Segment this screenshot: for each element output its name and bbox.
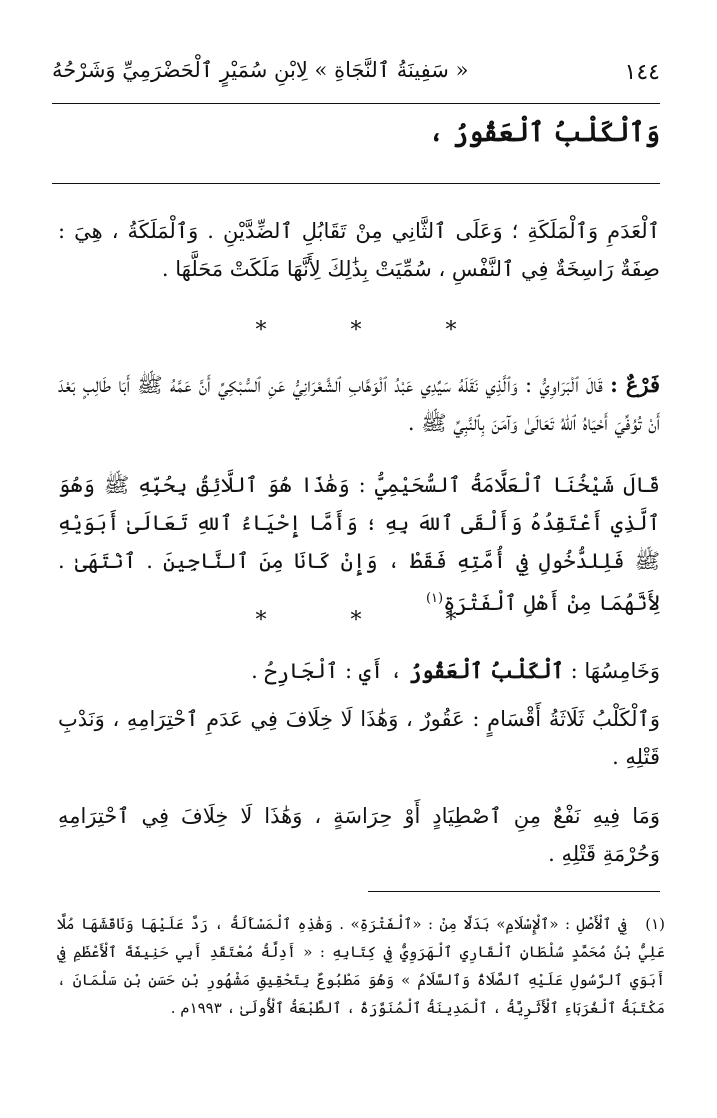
paragraph-1-text: ٱلْعَدَمِ وَٱلْمَلَكَةِ ؛ وَعَلَى ٱلثَّانِي مِنْ تَقَابُلِ ٱلضِّدَّيْنِ . وَٱلْمَلَكَةُ ، هِيَ : صِفَةٌ رَاسِخَةٌ فِي ٱلنَّفْسِ ، سُمِّيَتْ بِذَٰلِكَ لِأَنَّهَا مَلَكَتْ مَحَلَّهَا . <box>58 219 660 281</box>
paragraph-6 <box>58 797 660 873</box>
paragraph-3-text: قَالَ شَيْخُنَا ٱلْعَلَّامَةُ ٱلسُّحَيْمِيُّ : وَهَٰذَا هُوَ ٱللَّائِقُ بِحُبِّهِ ﷺ وَهُوَ ٱلَّذِي أَعْتَقِدُهُ وَأَلْقَى ٱللهَ بِهِ ؛ وَأَمَّا إِحْيَاءُ ٱللهِ تَعَالَىٰ أَبَوَيْهِ ﷺ فَلِلدُّخُولِ فِي أُمَّتِهِ فَقَطْ ، وَإِنْ كَانَا مِنَ ٱلنَّاجِينَ . ٱنْتَهَىٰ . لِأَنَّهُمَا مِنْ أَهْلِ ٱلْفَتْرَةِ <box>58 473 660 615</box>
paragraph-3 <box>58 466 660 622</box>
footnote-text: فِي ٱلْأَصْلِ : «ٱلْإِسْلَامِ» بَدَلًا مِنْ : «ٱلْفَتْرَةِ» . وَهَٰذِهِ ٱلْمَسْأَلَةُ ، رَدَّ عَلَيْهَا وَنَاقَشَهَا مُلَّا عَلِيُّ بْنُ مُحَمَّدٍ سُلْطَانٍ ٱلْقَارِي ٱلْهَرَوِيُّ فِي كِتَابِهِ : « أَدِلَّةُ مُعْتَقَدِ أَبِي حَنِيفَةَ ٱلْأَعْظَمِ فِي أَبَوَيِ ٱلرَّسُولِ عَلَيْهِ ٱلصَّلَاةُ وَٱلسَّلَامُ » وَهُوَ مَطْبُوعٌ بِتَحْقِيقِ مَشْهُورِ بْنِ حَسَنِ بْنِ سَلْمَانَ ، مَكْتَبَةُ ٱلْغُرَبَاءِ ٱلْأَثَرِيَّةُ ، ٱلْمَدِينَةُ ٱلْمُنَوَّرَةُ ، ٱلطَّبْعَةُ ٱلْأُولَىٰ ، ١٩٩٣م . <box>57 915 665 1017</box>
footnote-rule <box>368 891 660 892</box>
star: * <box>255 318 267 343</box>
chapter-heading: وَٱلْكَلْبُ ٱلْعَقُورُ ، <box>428 118 660 148</box>
paragraph-6-text: وَمَا فِيهِ نَفْعٌ مِنِ ٱصْطِيَادٍ أَوْ حِرَاسَةٍ ، وَهَٰذَا لَا خِلَافَ فِي ٱحْتِرَامِهِ وَحُرْمَةِ قَتْلِهِ . <box>58 804 660 866</box>
paragraph-5-text: وَٱلْكَلْبُ ثَلَاثَةُ أَقْسَامٍ : عَقُورٌ ، وَهَٰذَا لَا خِلَافَ فِي عَدَمِ ٱحْتِرَامِهِ ، وَنَدْبِ قَتْلِهِ . <box>58 707 660 769</box>
paragraph-1 <box>58 212 660 288</box>
star-separator-2 <box>52 608 660 633</box>
star: * <box>445 608 457 633</box>
paragraph-4 <box>58 652 660 690</box>
footnote-reference: (١) <box>425 591 444 606</box>
footnote-marker: (١) <box>645 915 665 933</box>
footnote <box>57 910 665 1022</box>
paragraph-2 <box>58 366 660 442</box>
star: * <box>350 608 362 633</box>
star: * <box>350 318 362 343</box>
paragraph-5 <box>58 700 660 776</box>
paragraph-4-text: ، أَيِ : ٱلْجَارِحُ . <box>251 659 403 683</box>
paragraph-4-lead: وَخَامِسُهَا : <box>570 659 660 683</box>
running-title: « سَفِينَةُ ٱلنَّجَاةِ » لِابْنِ سُمَيْرٍ ٱلْحَضْرَمِيِّ وَشَرْحُهُ <box>52 58 469 82</box>
header-rule <box>52 103 660 104</box>
page-number: ١٤٤ <box>624 60 660 85</box>
paragraph-2-lead: فَرْعٌ : <box>610 372 660 397</box>
section-rule <box>52 183 660 184</box>
paragraph-4-term: ٱلْكَلْبُ ٱلْعَقُورُ <box>409 658 564 683</box>
star: * <box>255 608 267 633</box>
paragraph-2-text: قَالَ ٱلْبَرَاوِيُّ : وَٱلَّذِي نَقَلَهُ سَيِّدِي عَبْدُ ٱلْوَهَّابِ ٱلشَّعْرَانِيُّ عَنِ ٱلسُّبْكِيِّ أَنَّ عَمَّهُ ﷺ أَبَا طَالِبٍ بَعْدَ أَنْ تُوُفِّيَ أَحْيَاهُ ٱللهُ تَعَالَىٰ وَآمَنَ بِٱلنَّبِيِّ ﷺ . <box>58 373 660 435</box>
star: * <box>445 318 457 343</box>
page-header <box>52 58 660 94</box>
star-separator-1 <box>52 318 660 343</box>
